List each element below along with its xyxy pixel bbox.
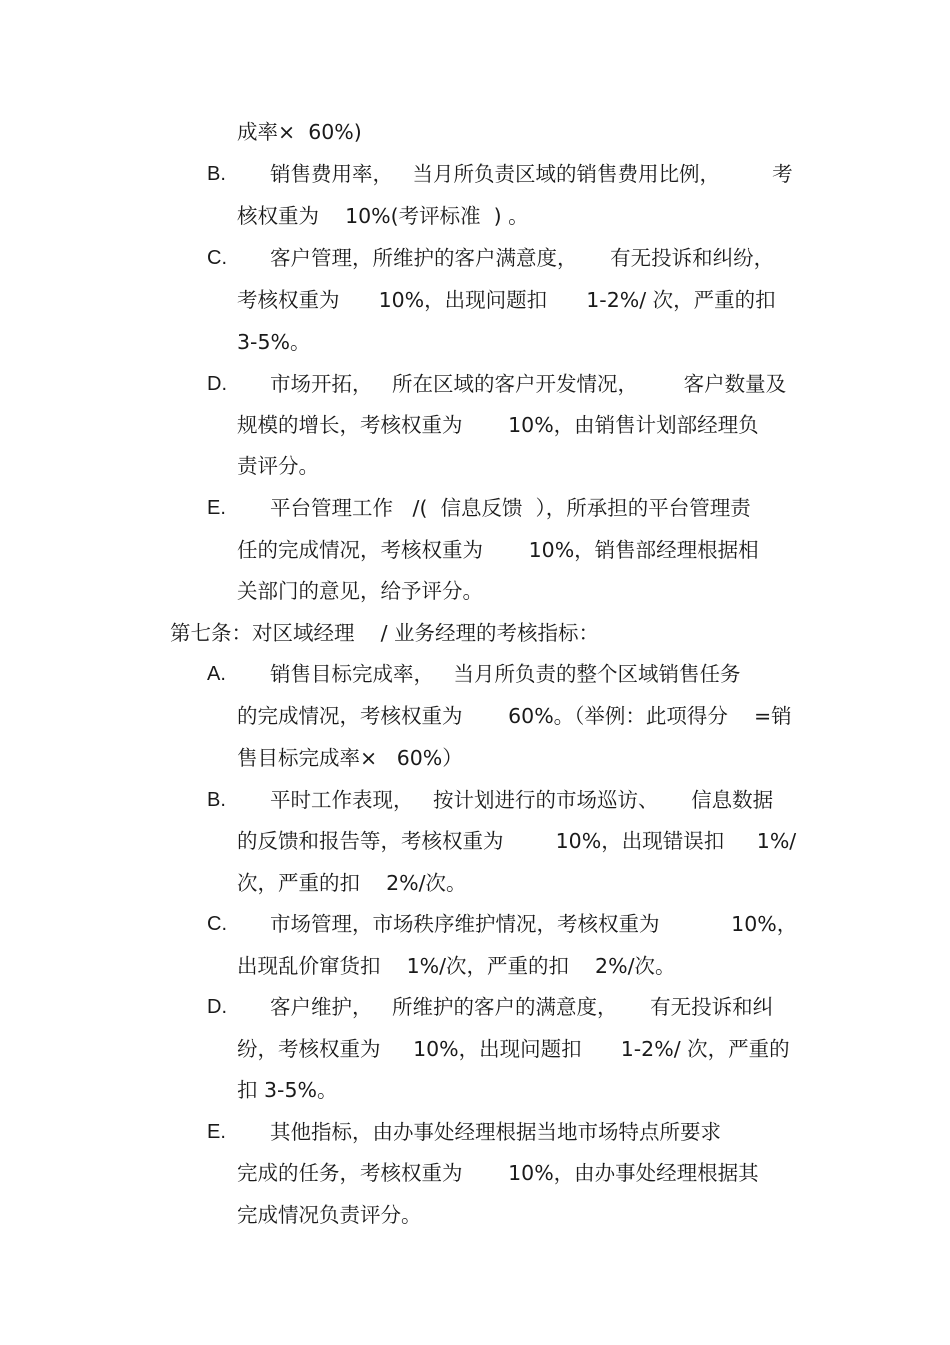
item-text-line: 核权重为 10%(考评标准 ) 。 xyxy=(237,204,529,228)
item-text-line: 市场管理，市场秩序维护情况，考核权重为 10%， xyxy=(270,912,798,936)
item-text-line: 关部门的意见，给予评分。 xyxy=(237,579,483,603)
item-text-line: 平时工作表现， 按计划进行的市场巡访、 信息数据 xyxy=(270,788,774,812)
item-text-line: 考核权重为 10%，出现问题扣 1-2%/ 次，严重的扣 xyxy=(237,288,776,312)
item-text-line: 次，严重的扣 2%/次。 xyxy=(237,871,467,895)
item-text-line: 市场开拓， 所在区域的客户开发情况， 客户数量及 xyxy=(270,372,787,396)
item-text-line: 销售目标完成率， 当月所负责的整个区域销售任务 xyxy=(270,662,741,686)
item-text-line: 3-5%。 xyxy=(237,330,311,354)
item-text-line: 的反馈和报告等，考核权重为 10%，出现错误扣 1%/ xyxy=(237,829,797,853)
item-text-line: 扣 3-5%。 xyxy=(237,1078,338,1102)
item-text-line: 售目标完成率× 60%） xyxy=(237,746,463,770)
item-text-line: 任的完成情况，考核权重为 10%，销售部经理根据相 xyxy=(237,538,759,562)
item-text-line: 客户管理，所维护的客户满意度， 有无投诉和纠纷， xyxy=(270,246,775,270)
item-letter: A. xyxy=(207,663,226,685)
item-text-line: 出现乱价窜货扣 1%/次，严重的扣 2%/次。 xyxy=(237,954,676,978)
item-text-line: 规模的增长，考核权重为 10%，由销售计划部经理负 xyxy=(237,413,759,437)
item-letter: E. xyxy=(207,1121,226,1143)
item-text-line: 其他指标，由办事处经理根据当地市场特点所要求 xyxy=(270,1120,721,1144)
item-letter: C. xyxy=(207,247,227,269)
item-letter: B. xyxy=(207,163,226,185)
item-text-line: 的完成情况，考核权重为 60%。（举例：此项得分 =销 xyxy=(237,704,792,728)
item-text-line: 平台管理工作 /( 信息反馈 ），所承担的平台管理责 xyxy=(270,496,751,520)
article-heading: 第七条：对区域经理 / 业务经理的考核指标： xyxy=(170,621,599,645)
item-text-line: 完成的任务，考核权重为 10%，由办事处经理根据其 xyxy=(237,1161,759,1185)
item-text-line: 销售费用率， 当月所负责区域的销售费用比例， 考 xyxy=(270,162,793,186)
item-letter: D. xyxy=(207,373,227,395)
item-letter: B. xyxy=(207,789,226,811)
item-text-line: 责评分。 xyxy=(237,454,319,478)
item-letter: E. xyxy=(207,497,226,519)
item-text-line: 纷，考核权重为 10%，出现问题扣 1-2%/ 次，严重的 xyxy=(237,1037,790,1061)
item-letter: D. xyxy=(207,996,227,1018)
continued-line: 成率× 60%) xyxy=(237,120,362,144)
item-text-line: 客户维护， 所维护的客户的满意度， 有无投诉和纠 xyxy=(270,995,774,1019)
item-text-line: 完成情况负责评分。 xyxy=(237,1203,422,1227)
item-letter: C. xyxy=(207,913,227,935)
